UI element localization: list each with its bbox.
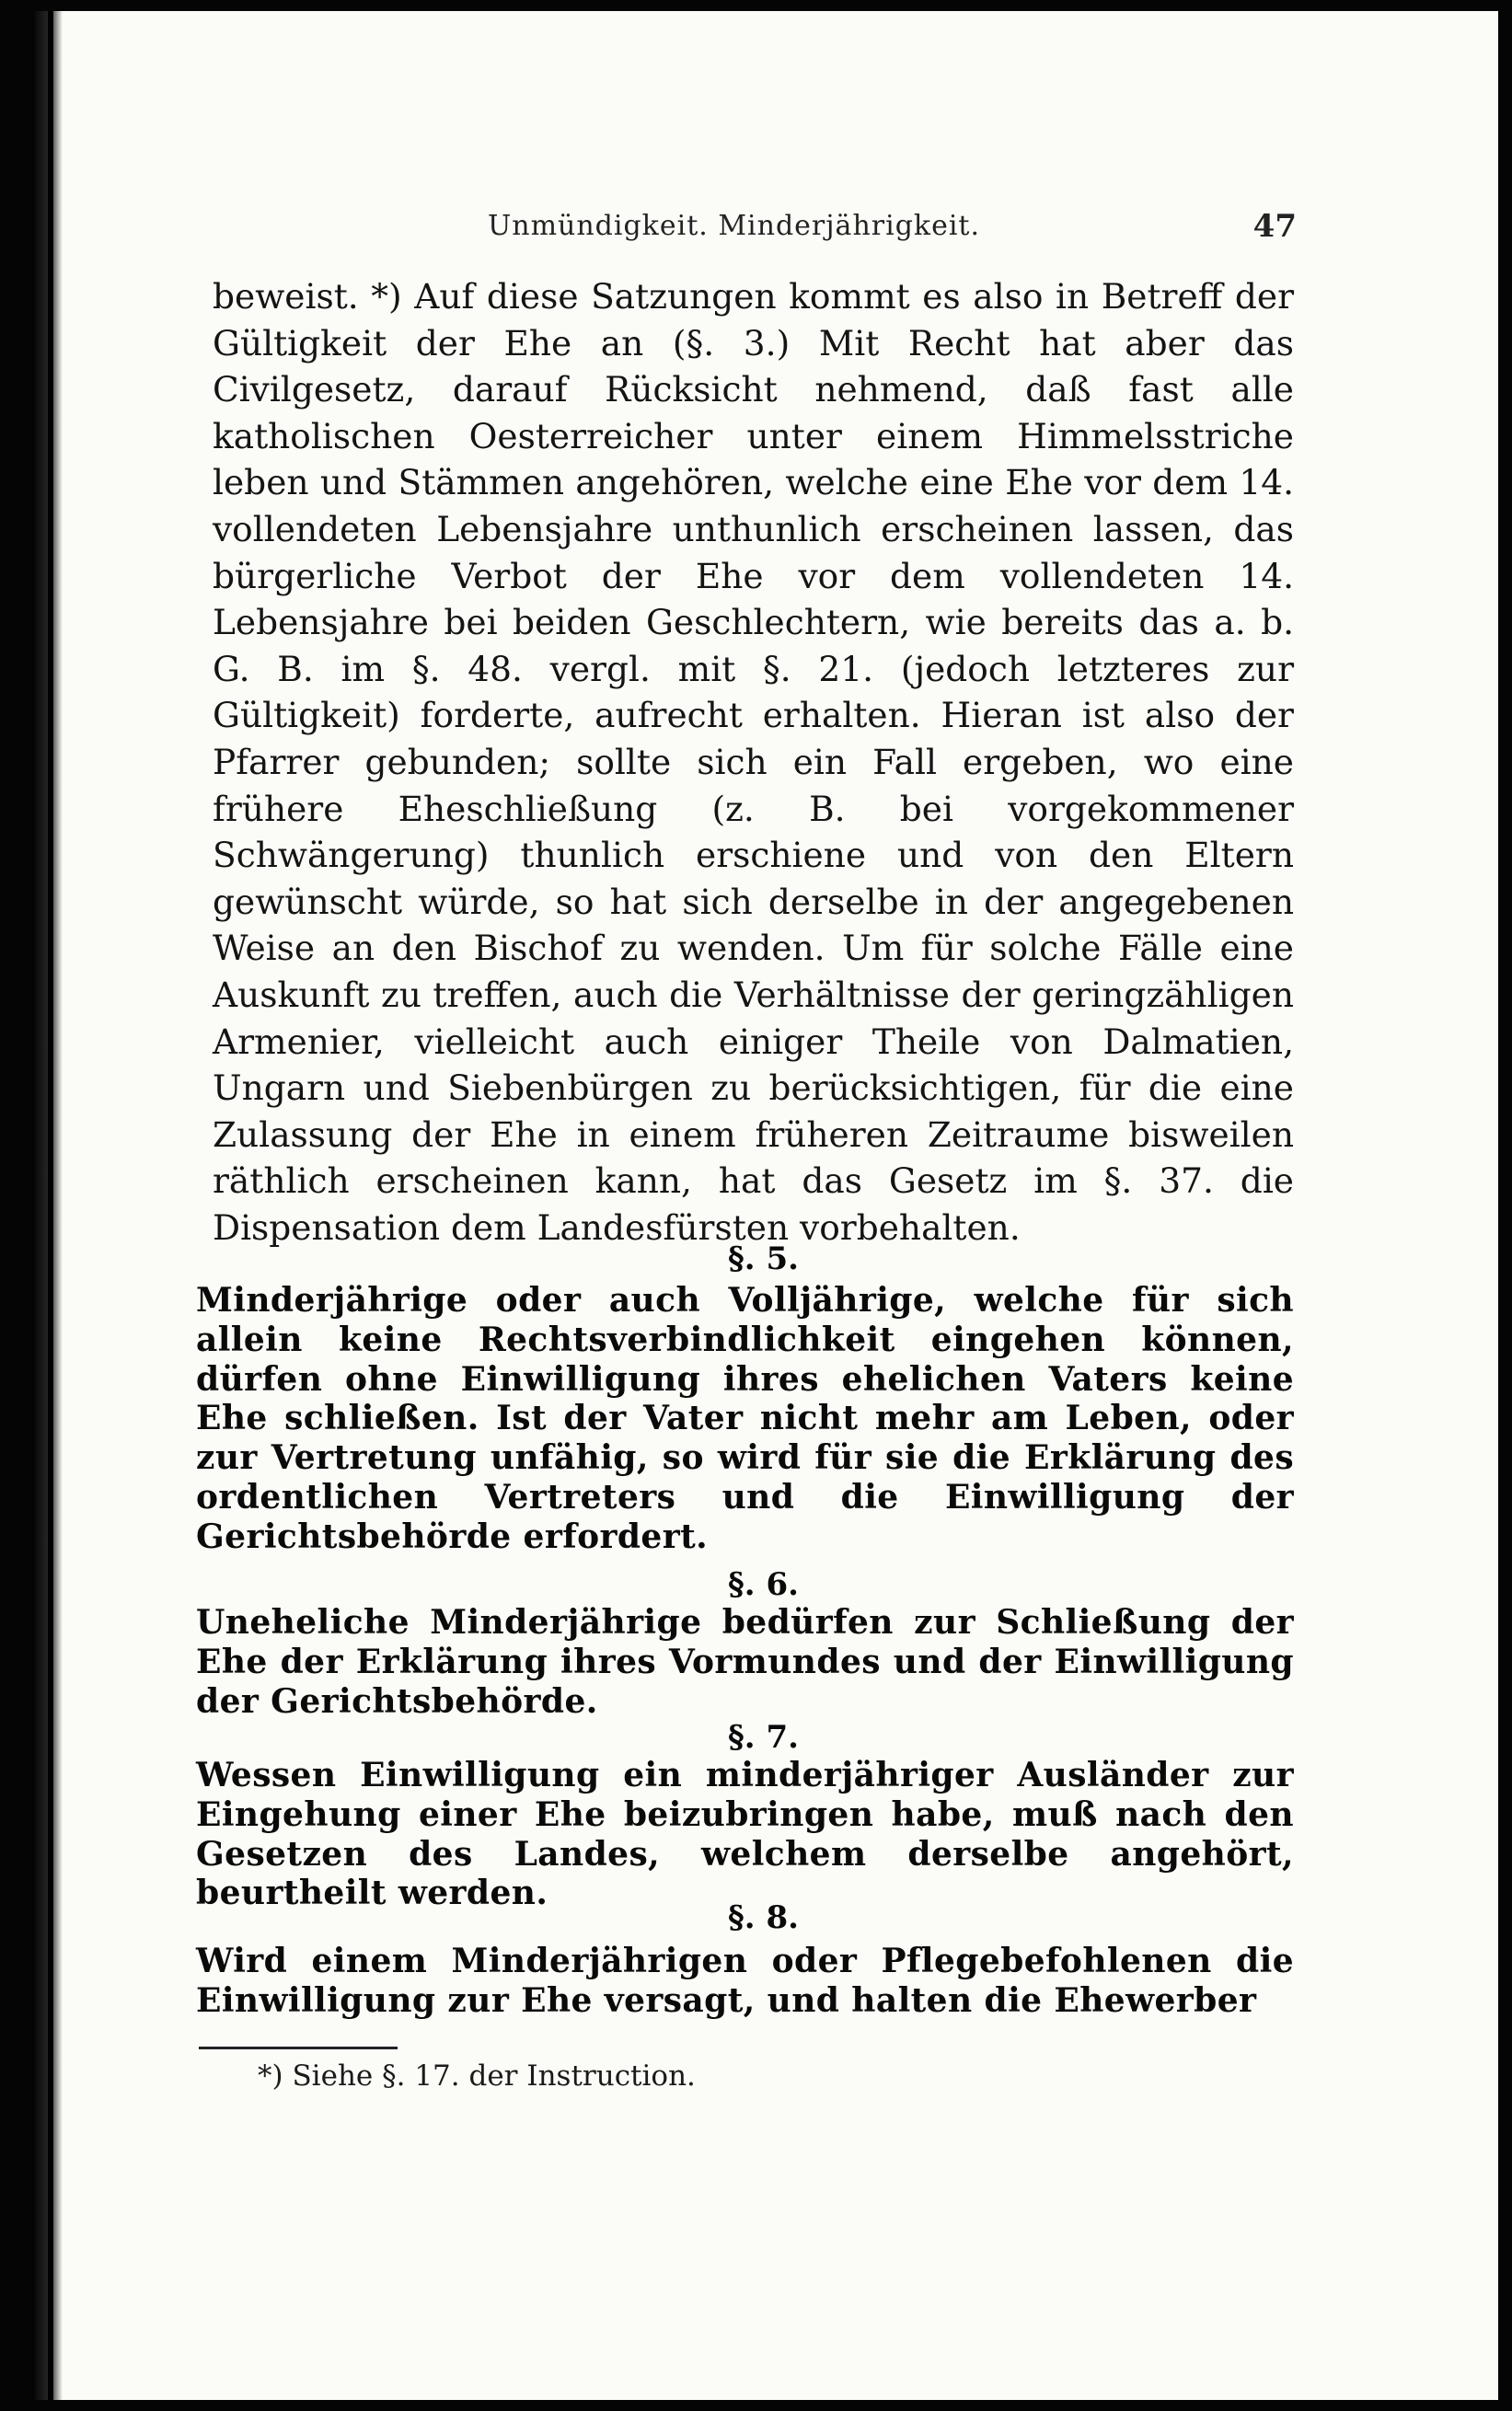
body-paragraph-text: beweist. *) Auf diese Satzungen kommt es also in Betreff der Gültigkeit der Ehe an (§. 3.) Mit Recht hat aber das Civilgesetz, darauf Rücksicht nehmend, daß fast alle katholischen Oesterreicher unter einem Himmelsstriche leben und Stämmen angehören, welche eine Ehe vor dem 14. vollendeten Lebensjahre unthunlich erscheinen lassen, das bürgerliche Verbot der Ehe vor dem vollendeten 14. Lebensjahre bei beiden Geschlechtern, wie bereits das a. b. G. B. im §. 48. vergl. mit §. 21. (jedoch letzteres zur Gültigkeit) forderte, aufrecht erhalten. Hieran ist also der Pfarrer gebunden; sollte sich ein Fall ergeben, wo eine frühere Eheschließung (z. B. bei vorgekommener Schwängerung) thunlich erschiene und von den Eltern gewünscht würde, so hat sich derselbe in der angegebenen Weise an den Bischof zu wenden. Um für solche Fälle eine Auskunft zu treffen, auch die Verhältnisse der geringzähligen Armenier, vielleicht auch einiger Theile von Dalmatien, Ungarn und Siebenbürgen zu berücksichtigen, für die eine Zulassung der Ehe in einem früheren Zeitraume bisweilen räthlich erscheinen kann, hat das Gesetz im §. 37. die Dispensation dem Landesfürsten vorbehalten. <box>213 276 1294 1248</box>
footnote: *) Siehe §. 17. der Instruction. <box>258 2059 696 2093</box>
section-text: Uneheliche Minderjährige bedürfen zur Schließung der Ehe der Erklärung ihres Vormundes und der Einwilligung der Gerichtsbehörde. <box>196 1603 1294 1721</box>
page-number: 47 <box>1252 208 1297 245</box>
section-6 <box>196 1566 1294 1721</box>
running-header <box>171 202 1297 258</box>
section-text: Minderjährige oder auch Volljährige, welche für sich allein keine Rechtsverbindlichkeit eingehen können, dürfen ohne Einwilligung ihres ehelichen Vaters keine Ehe schließen. Ist der Vater nicht mehr am Leben, oder zur Vertretung unfähig, so wird für sie die Erklärung des ordentlichen Vertreters und die Einwilligung der Gerichtsbehörde erfordert. <box>196 1281 1294 1556</box>
section-text: Wessen Einwilligung ein minderjähriger Ausländer zur Eingehung einer Ehe beizubringen habe, muß nach den Gesetzen des Landes, welchem derselbe angehört, beurtheilt werden. <box>196 1756 1294 1913</box>
binding-edge <box>48 11 53 2400</box>
section-7 <box>196 1719 1294 1913</box>
section-number: §. 6. <box>728 1566 799 1603</box>
running-title: Unmündigkeit. Minderjährigkeit. <box>487 210 981 242</box>
book-page <box>35 11 1498 2400</box>
section-8 <box>196 1899 1294 2021</box>
section-text: Wird einem Minderjährigen oder Pflegebefohlenen die Einwilligung zur Ehe versagt, und halten die Ehewerber <box>196 1942 1294 2020</box>
section-number: §. 7. <box>728 1719 799 1756</box>
body-paragraph <box>213 273 1294 1251</box>
footnote-rule <box>199 2047 398 2049</box>
section-5 <box>196 1240 1294 1557</box>
section-number: §. 5. <box>728 1240 799 1277</box>
section-number: §. 8. <box>728 1899 799 1936</box>
